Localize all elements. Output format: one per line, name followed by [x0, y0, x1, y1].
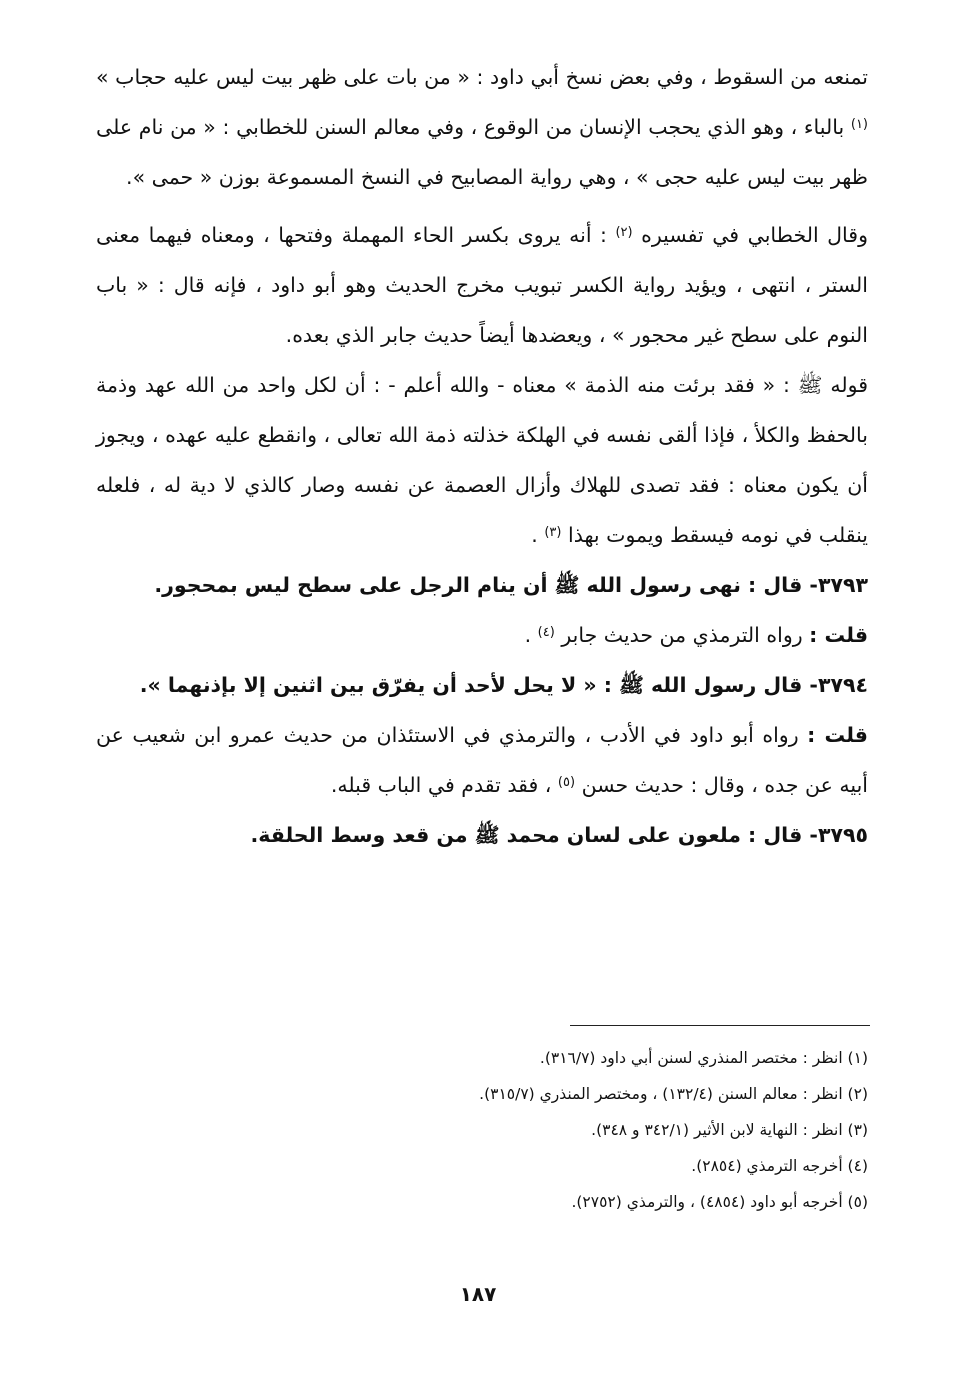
- paragraph-hijab: [96, 52, 868, 202]
- commentary-3793: [96, 610, 868, 660]
- paragraph-text: .: [524, 623, 532, 647]
- paragraph-text: قوله ﷺ : « فقد برئت منه الذمة » معناه - والله أعلم - : أن لكل واحد من الله عهد وذمة بالحفظ والكلأ ، فإذا ألقى نفسه في الهلكة خذلته ذمة الله تعالى ، وانقطع عليه عهده ، ويجوز أن يكون معناه : فقد تصدى للهلاك وأزال العصمة عن نفسه وصار كالذي لا دية له ، فلعله ينقلب في نومه فيسقط ويموت بهذا: [96, 373, 868, 547]
- hadith-heading-3794: ٣٧٩٤- قال رسول الله ﷺ : « لا يحل لأحد أن يفرّق بين اثنين إلا بإذنهما ».: [139, 673, 868, 697]
- paragraph-text: ، فقد تقدم في الباب قبله.: [330, 773, 552, 797]
- commentary-3794: [96, 710, 868, 810]
- footnote-ref-1[interactable]: (١): [850, 117, 868, 132]
- footnotes: [96, 1040, 868, 1220]
- footnote-3: (٣) انظر : النهاية لابن الأثير (٣٤٢/١ و ٣٤٨).: [591, 1121, 868, 1139]
- footnote-1: (١) انظر : مختصر المنذري لسنن أبي داود (٣١٦/٧).: [539, 1049, 868, 1067]
- paragraph-text: رواه أبو داود في الأدب ، والترمذي في الاستئذان من حديث عمرو ابن شعيب عن أبيه عن جده ، وقال : حديث حسن: [96, 723, 868, 797]
- footnote-ref-4[interactable]: (٤): [537, 625, 555, 640]
- footnote-ref-3[interactable]: (٣): [544, 525, 562, 540]
- qult-label: قلت :: [809, 623, 868, 647]
- footnote-2: (٢) انظر : معالم السنن (١٣٢/٤) ، ومختصر المنذري (٣١٥/٧).: [479, 1085, 868, 1103]
- hadith-heading-3793: ٣٧٩٣- قال : نهى رسول الله ﷺ أن ينام الرجل على سطح ليس بمحجور.: [154, 573, 868, 597]
- paragraph-text: بالباء ، وهو الذي يحجب الإنسان من الوقوع ، وفي معالم السنن للخطابي : « من نام على ظهر بيت ليس عليه حجى » ، وهي رواية المصابيح في النسخ المسموعة بوزن « حمى ».: [96, 115, 868, 189]
- paragraph-text: تمنعه من السقوط ، وفي بعض نسخ أبي داود : « من بات على ظهر بيت ليس عليه حجاب »: [96, 65, 868, 89]
- hadith-heading-3795: ٣٧٩٥- قال : ملعون على لسان محمد ﷺ من قعد وسط الحلقة.: [250, 823, 868, 847]
- footnote-ref-5[interactable]: (٥): [557, 775, 576, 790]
- paragraph-dhimma: [96, 360, 868, 560]
- paragraph-khattabi: [96, 210, 868, 360]
- paragraph-text: .: [531, 523, 538, 547]
- footnote-divider: [570, 1025, 870, 1026]
- paragraph-text: وقال الخطابي في تفسيره: [641, 223, 868, 247]
- main-text: [96, 52, 868, 860]
- footnote-5: (٥) أخرجه أبو داود (٤٨٥٤) ، والترمذي (٢٧٥٢).: [571, 1193, 868, 1211]
- qult-label: قلت :: [807, 723, 868, 747]
- footnote-ref-2[interactable]: (٢): [615, 225, 633, 240]
- paragraph-text: : أنه يروى بكسر الحاء المهملة وفتحها ، ومعناه فيهما معنى الستر ، انتهى ، ويؤيد رواية الكسر تبويب مخرج الحديث وهو أبو داود ، فإنه قال : « باب النوم على سطح غير محجور » ، ويعضدها أيضاً حديث جابر الذي بعده.: [96, 223, 868, 347]
- page-number: ١٨٧: [459, 1282, 497, 1306]
- footnote-4: (٤) أخرجه الترمذي (٢٨٥٤).: [691, 1157, 868, 1175]
- paragraph-text: رواه الترمذي من حديث جابر: [561, 623, 803, 647]
